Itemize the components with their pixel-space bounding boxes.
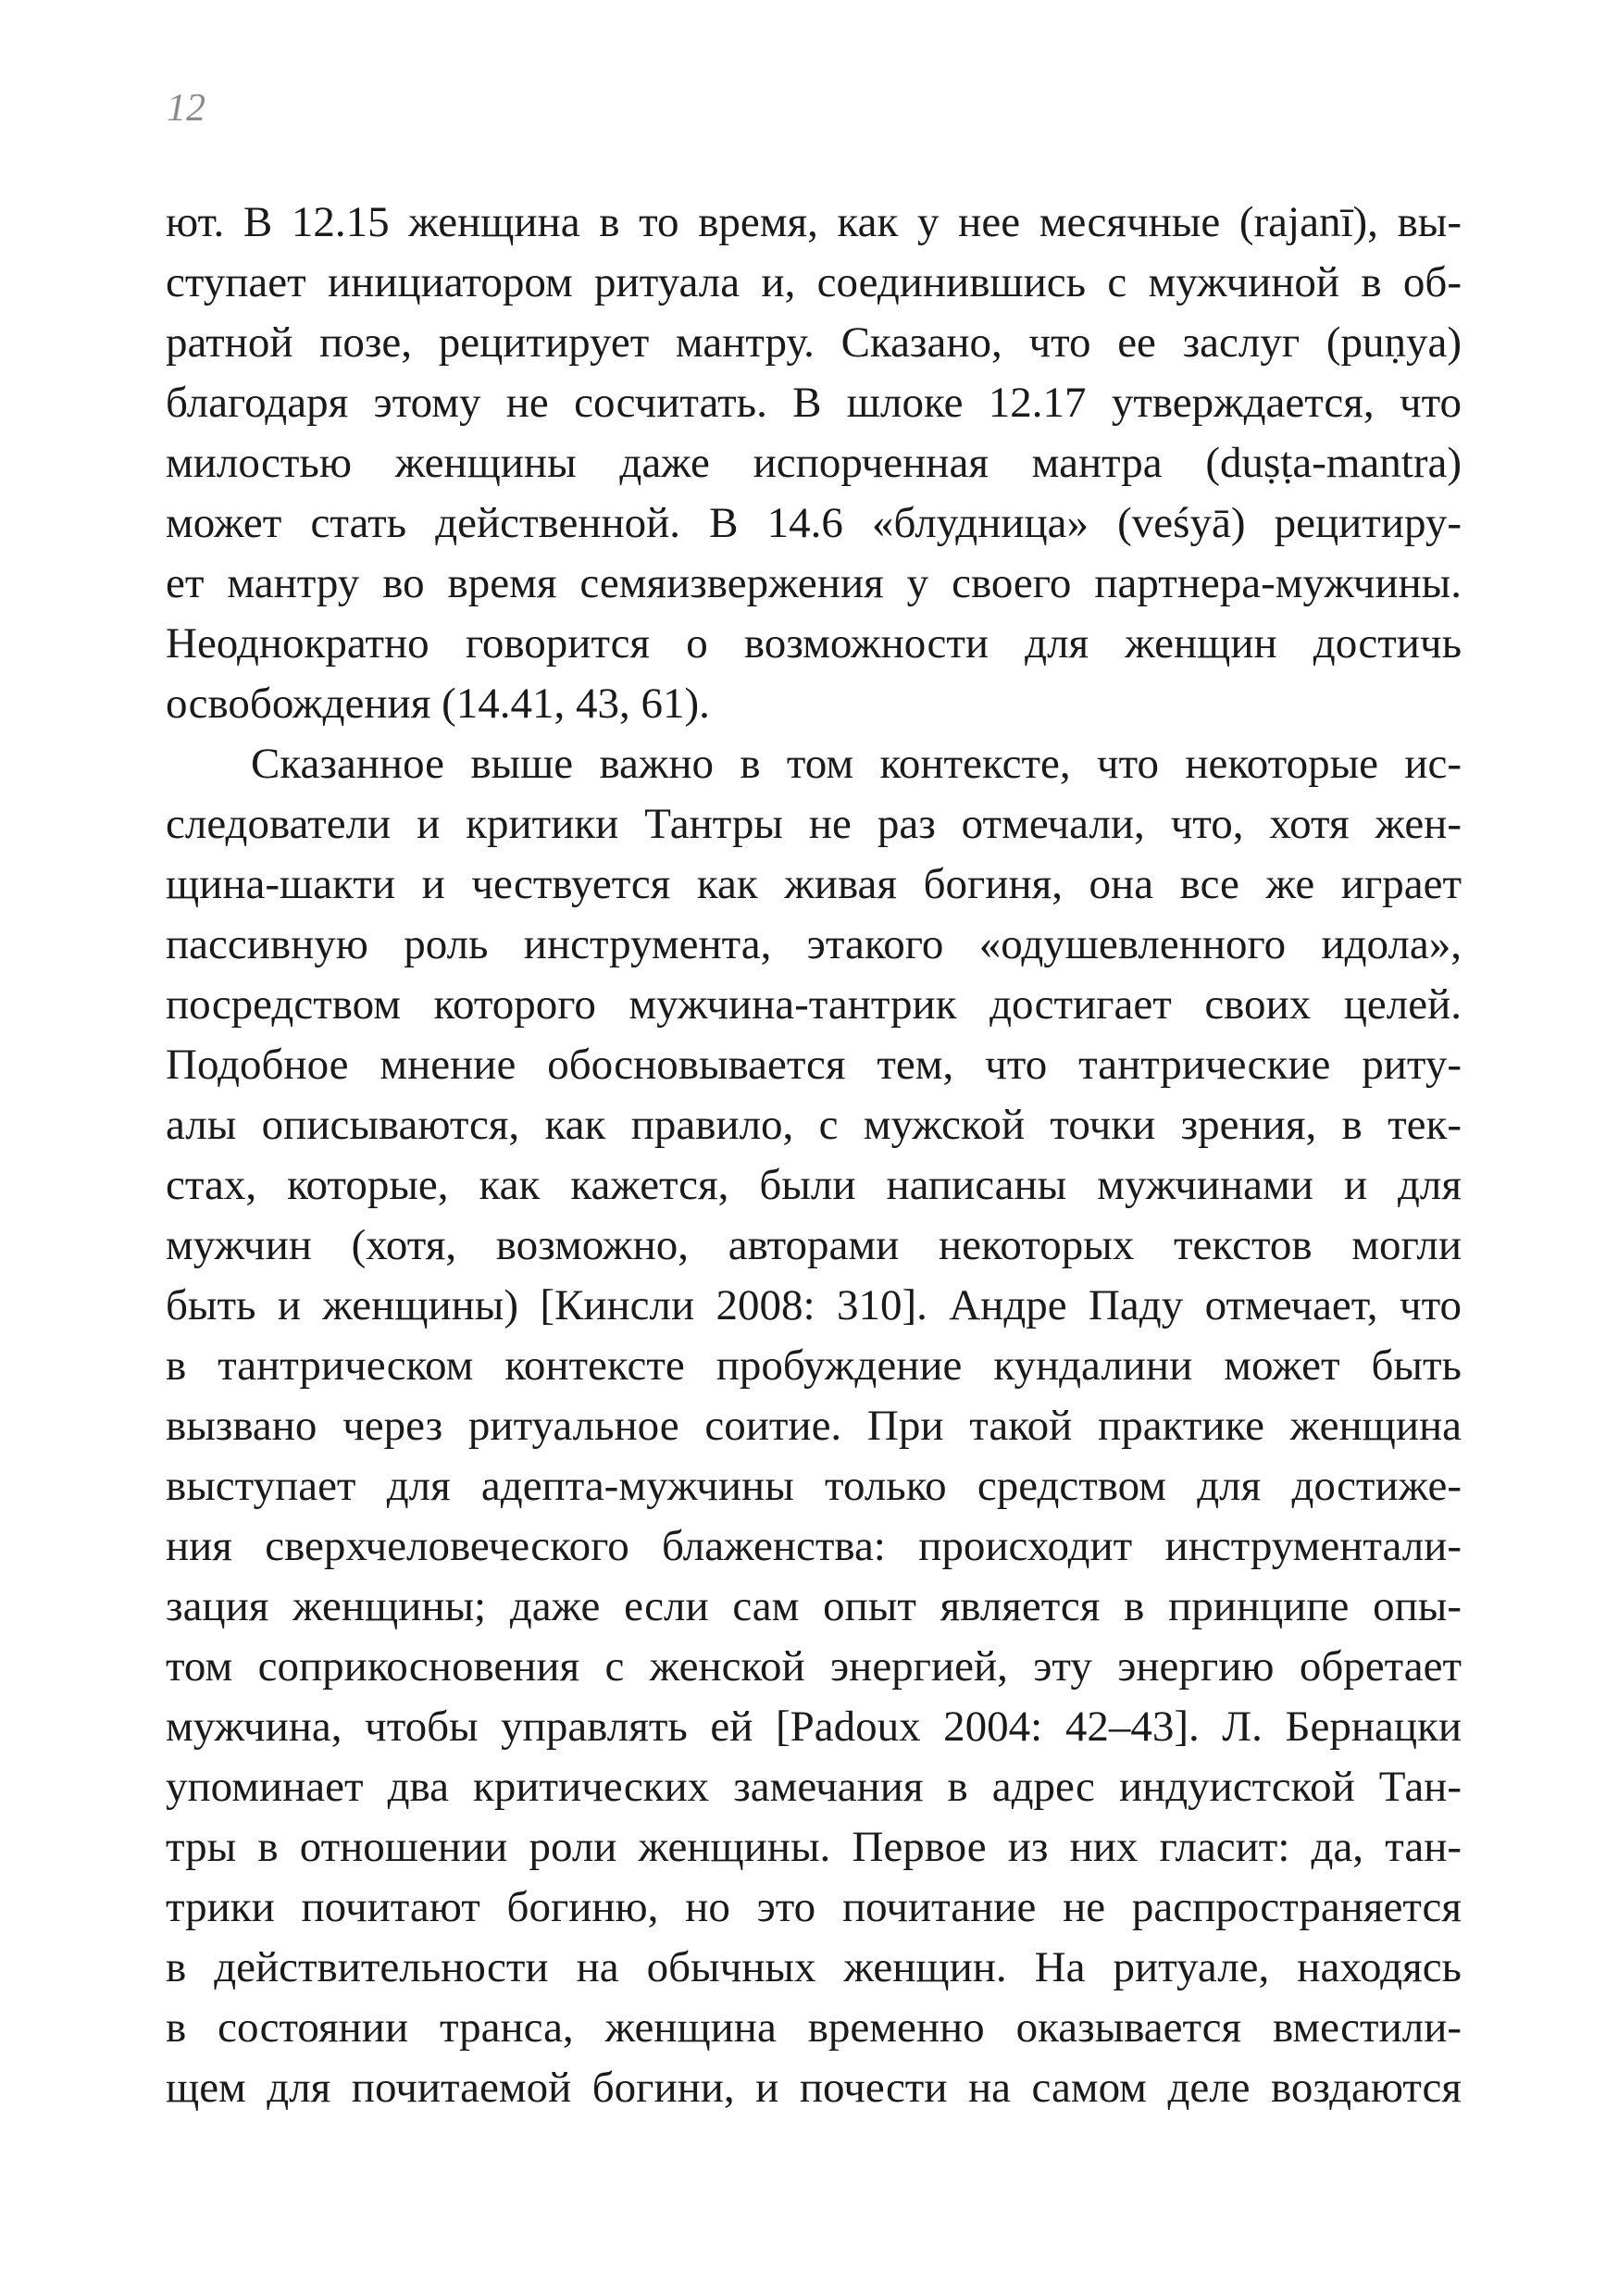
text-line: в тантрическом контексте пробуждение кундалини может быть	[166, 1341, 1462, 1390]
text-line: упоминает два критических замечания в адрес индуистской Тан-	[166, 1763, 1462, 1811]
text-line: щем для почитаемой богини, и почести на самом деле воздаются	[166, 2064, 1462, 2112]
text-line: следователи и критики Тантры не раз отмечали, что, хотя жен-	[166, 800, 1462, 848]
page-number: 12	[167, 87, 205, 130]
text-line: стах, которые, как кажется, были написаны мужчинами и для	[166, 1161, 1462, 1209]
text-line: щина-шакти и чествуется как живая богиня, она все же играет	[166, 860, 1462, 908]
text-line: ратной позе, рецитирует мантру. Сказано, что ее заслуг (puṇya)	[166, 318, 1462, 367]
text-line: Неоднократно говорится о возможности для женщин достичь	[166, 619, 1462, 668]
text-line: ступает инициатором ритуала и, соединившись с мужчиной в об-	[166, 258, 1462, 306]
text-line: освобождения (14.41, 43, 61).	[166, 680, 710, 728]
text-line: трики почитают богиню, но это почитание не распространяется	[166, 1883, 1462, 1931]
text-line: милостью женщины даже испорченная мантра (duṣṭa-mantra)	[166, 439, 1462, 487]
text-line: мужчин (хотя, возможно, авторами некоторых текстов могли	[166, 1221, 1462, 1269]
text-line: зация женщины; даже если сам опыт является в принципе опы-	[166, 1582, 1462, 1630]
text-line: тры в отношении роли женщины. Первое из них гласит: да, тан-	[166, 1823, 1462, 1871]
text-line: в состоянии транса, женщина временно оказывается вместили-	[166, 2003, 1462, 2052]
text-line: Сказанное выше важно в том контексте, что некоторые ис-	[251, 740, 1462, 788]
text-line: благодаря этому не сосчитать. В шлоке 12.17 утверждается, что	[166, 379, 1462, 427]
text-line: посредством которого мужчина-тантрик достигает своих целей.	[166, 980, 1462, 1029]
text-line: выступает для адепта-мужчины только средством для достиже-	[166, 1462, 1462, 1510]
body-text	[166, 193, 1462, 2118]
text-line: ют. В 12.15 женщина в то время, как у нее месячные (rajanī), вы-	[166, 198, 1462, 246]
text-line: том соприкосновения с женской энергией, эту энергию обретает	[166, 1642, 1462, 1691]
paragraph	[166, 193, 1462, 734]
text-line: мужчина, чтобы управлять ей [Padoux 2004: 42–43]. Л. Бернацки	[166, 1703, 1462, 1751]
paragraph	[166, 734, 1462, 2118]
text-line: пассивную роль инструмента, этакого «одушевленного идола»,	[166, 920, 1462, 968]
text-line: в действительности на обычных женщин. На ритуале, находясь	[166, 1943, 1462, 1991]
text-line: может стать действенной. В 14.6 «блудница» (veśyā) рецитиру-	[166, 499, 1462, 547]
text-line: быть и женщины) [Кинсли 2008: 310]. Андре Паду отмечает, что	[166, 1281, 1462, 1329]
text-line: вызвано через ритуальное соитие. При такой практике женщина	[166, 1402, 1462, 1450]
text-line: ет мантру во время семяизвержения у своего партнера-мужчины.	[166, 559, 1462, 607]
text-line: Подобное мнение обосновывается тем, что тантрические риту-	[166, 1041, 1462, 1089]
text-line: ния сверхчеловеческого блаженства: происходит инструментали-	[166, 1522, 1462, 1570]
text-line: алы описываются, как правило, с мужской точки зрения, в тек-	[166, 1101, 1462, 1149]
